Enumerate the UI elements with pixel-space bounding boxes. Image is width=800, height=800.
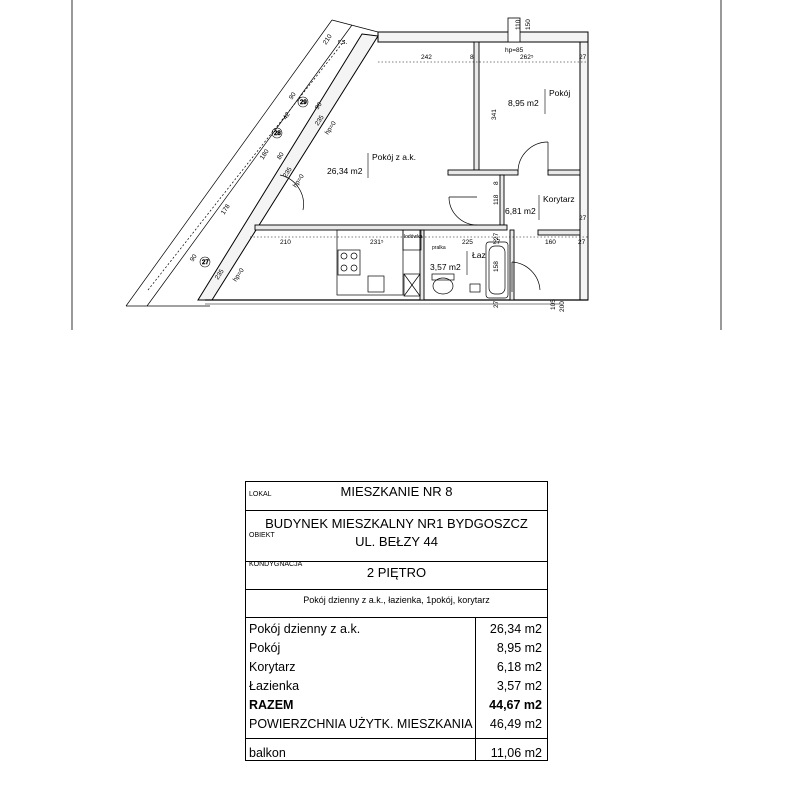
svg-text:235: 235 xyxy=(281,166,294,180)
room-name-room: Pokój xyxy=(549,88,571,98)
area-row-value: 8,95 m2 xyxy=(496,641,542,655)
fixture-labels xyxy=(404,234,446,251)
svg-text:178: 178 xyxy=(219,203,232,217)
svg-text:27: 27 xyxy=(202,260,209,266)
svg-text:90: 90 xyxy=(188,253,199,264)
room-labels xyxy=(327,88,575,275)
svg-text:225: 225 xyxy=(462,239,473,246)
inner-walls xyxy=(255,42,580,300)
area-row xyxy=(246,738,547,758)
svg-text:150: 150 xyxy=(525,19,532,30)
description-cell xyxy=(246,589,547,618)
area-row-label: RAZEM xyxy=(249,698,294,712)
obiekt-label: OBIEKT xyxy=(249,532,275,539)
lokal-cell xyxy=(246,482,547,511)
area-row-value: 3,57 m2 xyxy=(496,679,542,693)
svg-text:hp=85: hp=85 xyxy=(505,47,524,54)
svg-text:28: 28 xyxy=(274,131,281,137)
svg-text:210: 210 xyxy=(321,33,334,47)
svg-text:8: 8 xyxy=(470,54,474,61)
svg-text:231⁵: 231⁵ xyxy=(370,239,384,246)
svg-text:r.s.: r.s. xyxy=(338,39,348,46)
fridge-label: lodówka xyxy=(404,234,423,240)
svg-text:110: 110 xyxy=(515,19,522,30)
area-row xyxy=(246,620,547,639)
window-markers xyxy=(200,97,308,267)
area-row-value: 6,18 m2 xyxy=(496,660,542,674)
area-row xyxy=(246,696,547,715)
kondygnacja-value: 2 PIĘTRO xyxy=(366,565,427,580)
svg-text:8: 8 xyxy=(493,181,500,185)
balcony-outline xyxy=(126,20,378,306)
room-area-room: 8,95 m2 xyxy=(508,98,539,108)
room-area-corridor: 6,81 m2 xyxy=(505,206,536,216)
svg-text:27: 27 xyxy=(493,232,500,240)
area-row xyxy=(246,639,547,658)
area-row-label: Pokój dzienny z a.k. xyxy=(249,622,361,636)
svg-text:158: 158 xyxy=(493,261,500,272)
svg-text:105: 105 xyxy=(550,299,557,310)
obiekt-line1: BUDYNEK MIESZKALNY NR1 BYDGOSZCZ xyxy=(265,516,528,531)
area-row-label: balkon xyxy=(249,746,286,760)
svg-text:hp=0: hp=0 xyxy=(323,120,338,137)
room-name-bathroom: Łaz xyxy=(472,250,486,260)
area-row xyxy=(246,677,547,696)
rotated-dimension-labels xyxy=(189,19,566,312)
obiekt-cell xyxy=(246,510,547,562)
svg-text:180: 180 xyxy=(258,148,271,162)
svg-text:27: 27 xyxy=(493,239,501,246)
title-block xyxy=(245,481,548,761)
svg-text:242: 242 xyxy=(421,54,432,61)
lokal-value: MIESZKANIE NR 8 xyxy=(340,484,453,499)
area-rows xyxy=(246,617,547,760)
svg-text:80: 80 xyxy=(275,151,286,162)
floor-plan xyxy=(0,0,800,330)
room-area-bathroom: 3,57 m2 xyxy=(430,262,461,272)
lokal-label: LOKAL xyxy=(249,491,272,498)
obiekt-line2: UL. BEŁZY 44 xyxy=(355,534,438,549)
area-row-value: 46,49 m2 xyxy=(489,717,542,731)
kondygnacja-cell xyxy=(246,561,547,590)
kondygnacja-label: KONDYGNACJA xyxy=(249,561,303,568)
svg-text:27: 27 xyxy=(493,300,500,308)
svg-text:29: 29 xyxy=(300,100,307,106)
svg-text:341: 341 xyxy=(491,109,498,120)
svg-text:27: 27 xyxy=(578,239,586,246)
washer-label: pralka xyxy=(432,245,446,251)
svg-text:hp=0: hp=0 xyxy=(231,267,246,284)
svg-text:27: 27 xyxy=(579,54,587,61)
area-row-value: 26,34 m2 xyxy=(489,622,542,636)
area-row-value: 44,67 m2 xyxy=(489,698,542,712)
svg-text:262⁵: 262⁵ xyxy=(520,54,534,61)
area-row-value: 11,06 m2 xyxy=(490,746,542,760)
room-area-living: 26,34 m2 xyxy=(327,166,363,176)
area-row-label: Korytarz xyxy=(249,660,296,674)
svg-text:90: 90 xyxy=(287,91,298,102)
area-row-label: POWIERZCHNIA UŻYTK. MIESZKANIA xyxy=(249,717,473,731)
svg-text:118: 118 xyxy=(493,194,500,205)
svg-text:42: 42 xyxy=(281,111,292,122)
area-row-label: Łazienka xyxy=(249,679,300,693)
description-text: Pokój dzienny z a.k., łazienka, 1pokój, korytarz xyxy=(303,595,490,605)
area-row xyxy=(246,715,547,734)
svg-text:200: 200 xyxy=(559,301,566,312)
svg-text:235: 235 xyxy=(213,268,226,282)
svg-text:235: 235 xyxy=(313,114,326,128)
svg-text:210: 210 xyxy=(280,239,291,246)
room-name-living: Pokój z a.k. xyxy=(372,152,416,162)
room-name-corridor: Korytarz xyxy=(543,194,575,204)
svg-text:90: 90 xyxy=(313,101,324,112)
area-row-label: Pokój xyxy=(249,641,281,655)
svg-text:27: 27 xyxy=(579,215,587,222)
area-row xyxy=(246,658,547,677)
svg-text:160: 160 xyxy=(545,239,556,246)
svg-text:hp=0: hp=0 xyxy=(291,173,306,190)
